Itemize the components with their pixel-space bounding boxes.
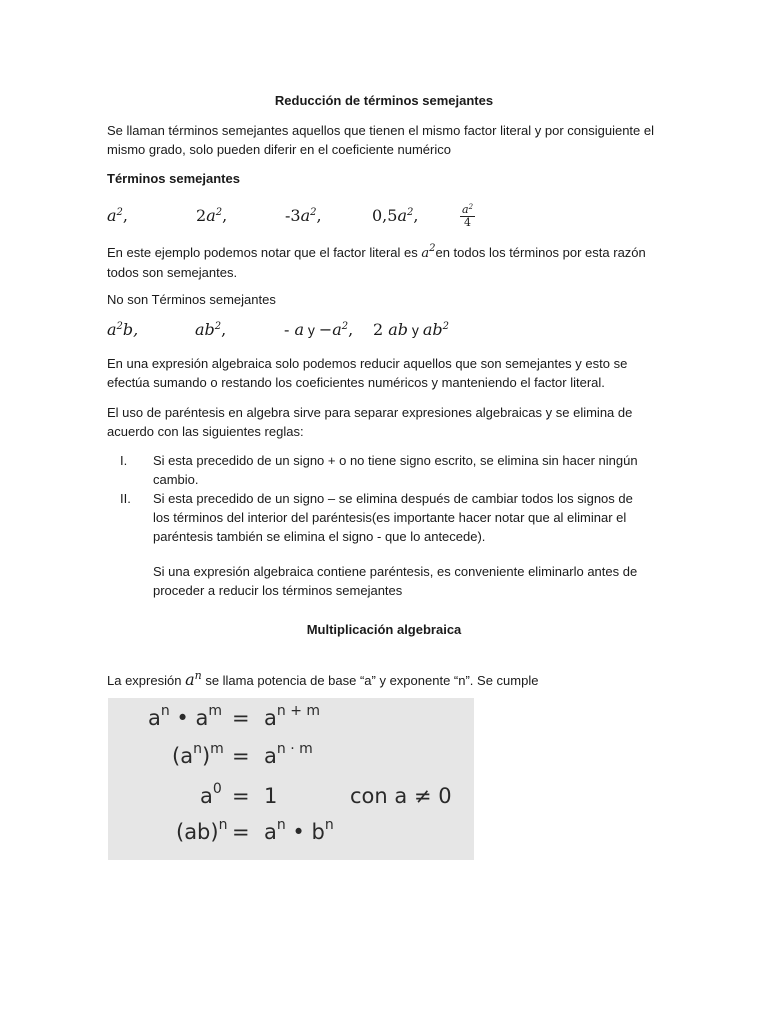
example-note-paragraph: En este ejemplo podemos notar que el factor literal es $a^2en$ todos los términos por esta razón todos son semejantes. [107, 243, 646, 280]
formula-equals-sign: = [232, 784, 250, 808]
similar-term-3: $-3a^2$, [285, 206, 322, 225]
power-properties-image [108, 698, 474, 860]
not-similar-terms-row [0, 320, 768, 346]
similar-term-1: $a^2$, [107, 206, 129, 225]
not-similar-term-4: 2 ab y $ab^2$ [373, 320, 449, 339]
rule-numeral: I. [120, 453, 128, 468]
formula-product-power-result: $a^n$ • $b^n$ [264, 817, 334, 844]
multiplication-heading: Multiplicación algebraica [306, 622, 462, 637]
formula-power-result: $a^{n \cdot m}$ [264, 741, 313, 768]
formula-equals-sign: = [232, 820, 250, 844]
reduce-paragraph: En una expresión algebraica solo podemos reducir aquellos que son semejantes y esto se efectúa sumando o restando los coeficientes numéricos y manteniendo el factor literal. [107, 356, 628, 390]
formula-condition: con a ≠ 0 [350, 784, 452, 808]
not-similar-term-3: - a $y -a^2$, [284, 320, 354, 339]
rule-note-paragraph: Si una expresión algebraica contiene paréntesis, es conveniente eliminarlo antes de proceder a reducir los términos semejantes [153, 564, 638, 598]
formula-power-rule: $(a^n)^m$ [172, 741, 224, 768]
not-similar-terms-heading: No son Términos semejantes [107, 292, 276, 307]
formula-product-rule: $a^n$ • $a^m$ [148, 703, 223, 730]
rules-list [110, 451, 650, 546]
rule-numeral: II. [120, 491, 131, 506]
parentheses-paragraph: El uso de paréntesis en algebra sirve para separar expresiones algebraicas y se elimina de acuerdo con las siguientes reglas: [107, 405, 633, 439]
formula-equals-sign: = [232, 744, 250, 768]
similar-term-4: $0,5a^2$, [372, 206, 419, 225]
similar-term-2: $2a^2$, [196, 206, 228, 225]
similar-terms-heading: Términos semejantes [107, 171, 240, 186]
formula-product-power: (ab)$^n$ [176, 817, 228, 844]
intro-paragraph: Se llaman términos semejantes aquellos que tienen el mismo factor literal y por consiguiente el mismo grado, solo pueden diferir en el coeficiente numérico [107, 123, 655, 157]
page-title: Reducción de términos semejantes [274, 93, 494, 108]
rule-text: Si esta precedido de un signo – se elimina después de cambiar todos los signos de los términos del interior del paréntesis(es importante hacer notar que al eliminar el paréntesis también se elimina el signo - que lo antecede). [153, 491, 633, 544]
rule-item-1 [110, 451, 650, 489]
power-definition-line: La expresión $a^n$ se llama potencia de base “a” y exponente “n”. Se cumple [107, 669, 539, 689]
formula-zero-result: 1 [264, 784, 278, 808]
rule-text: Si esta precedido de un signo + o no tiene signo escrito, se elimina sin hacer ningún cambio. [153, 453, 638, 487]
similar-terms-row [0, 204, 768, 236]
rule-item-2 [110, 489, 650, 546]
formula-equals-sign: = [232, 706, 250, 730]
not-similar-term-2: $ab^2$, [195, 320, 227, 339]
similar-term-5-fraction: $\frac{a^2}{4}$ [462, 203, 474, 229]
formula-zero-exponent: $a^0$ [200, 781, 222, 808]
formula-product-result: $a^{n + m}$ [264, 703, 321, 730]
not-similar-term-1: $a^2b$, [107, 320, 139, 339]
